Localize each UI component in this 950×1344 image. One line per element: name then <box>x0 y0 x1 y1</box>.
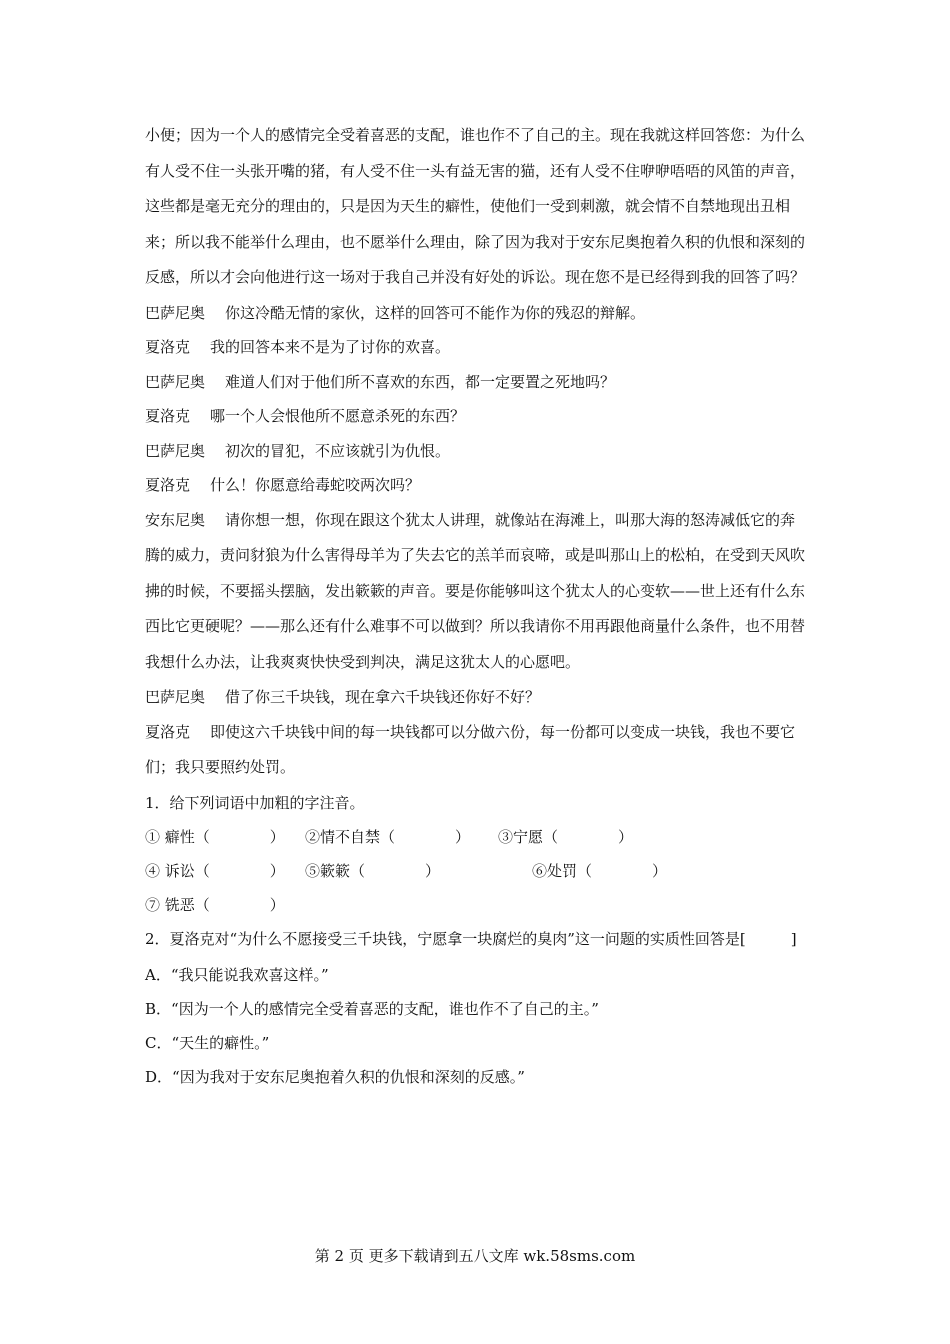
answer-option: A．“我只能说我欢喜这样。” <box>145 965 329 984</box>
pinyin-row <box>145 820 810 854</box>
dialogue-text: 你这冷酷无情的家伙，这样的回答可不能作为你的残忍的辩解。 <box>225 303 646 322</box>
dialogue-line <box>145 399 810 434</box>
speaker-name: 巴萨尼奥 <box>145 303 206 322</box>
page-content <box>145 118 810 1095</box>
dialogue-text: 借了你三千块钱，现在拿六千块钱还你好不好？ <box>225 688 541 706</box>
speaker-name: 夏洛克 <box>145 407 191 425</box>
dialogue-text: 难道人们对于他们所不喜欢的东西，都一定要置之死地吗？ <box>225 372 616 391</box>
dialogue-text: 哪一个人会恨他所不愿意杀死的东西？ <box>210 407 466 425</box>
dialogue-line <box>145 503 810 681</box>
speaker-name: 夏洛克 <box>145 476 191 494</box>
dialogue-line <box>145 330 810 365</box>
dialogue-line <box>145 468 810 503</box>
question-2-stem: 2．夏洛克对“为什么不愿接受三千块钱，宁愿拿一块腐烂的臭肉”这一问题的实质性回答是[ ] <box>145 930 797 948</box>
pinyin-row <box>145 888 810 922</box>
pinyin-item: ③宁愿（ ） <box>498 828 634 846</box>
speaker-name: 巴萨尼奥 <box>145 441 206 460</box>
dialogue-line <box>145 365 810 400</box>
pinyin-item: ① 癖性（ ） <box>145 828 285 846</box>
pinyin-item: ⑤簌簌（ ） <box>305 862 441 880</box>
dialogue-text: 请你想一想，你现在跟这个犹太人讲理，就像站在海滩上，叫那大海的怒涛减低它的奔腾的威力，责问豺狼为什么害得母羊为了失去它的羔羊而哀啼，或是叫那山上的松柏，在受到天风吹拂的时候，不要摇头摆脑，发出簌簌的声音。要是你能够叫这个犹太人的心变软——世上还有什么东西比它更硬呢？——那么还有什么难事不可以做到？所以我请你不用再跟他商量什么条件，也不用替我想什么办法，让我爽爽快快受到判决，满足这犹太人的心愿吧。 <box>145 510 806 671</box>
dialogue-line <box>145 715 810 786</box>
answer-option: C．“天生的癖性。” <box>145 1034 270 1053</box>
answer-option: D．“因为我对于安东尼奥抱着久积的仇恨和深刻的反感。” <box>145 1068 525 1087</box>
speaker-name: 安东尼奥 <box>145 510 206 529</box>
dialogue-line <box>145 434 810 469</box>
pinyin-item: ⑥处罚（ ） <box>532 862 668 880</box>
pinyin-item: ②情不自禁（ ） <box>305 828 471 846</box>
pinyin-item: ④ 诉讼（ ） <box>145 862 285 880</box>
pinyin-item: ⑦ 铣恶（ ） <box>145 896 285 914</box>
dialogue-line <box>145 296 810 331</box>
dialogue-text: 什么！你愿意给毒蛇咬两次吗？ <box>210 476 421 494</box>
dialogue-text: 我的回答本来不是为了讨你的欢喜。 <box>210 338 451 356</box>
speaker-name: 夏洛克 <box>145 722 191 741</box>
pinyin-row <box>145 854 810 888</box>
answer-option: B．“因为一个人的感情完全受着喜恶的支配，谁也作不了自己的主。” <box>145 999 599 1018</box>
question-1-stem: 1．给下列词语中加粗的字注音。 <box>145 793 365 812</box>
dialogue-text: 即使这六千块钱中间的每一块钱都可以分做六份，每一份都可以变成一块钱，我也不要它们；我只要照约处罚。 <box>145 722 796 776</box>
speaker-name: 巴萨尼奥 <box>145 372 206 391</box>
speaker-name: 夏洛克 <box>145 338 191 356</box>
passage-paragraph: 小便；因为一个人的感情完全受着喜恶的支配，谁也作不了自己的主。现在我就这样回答您：为什么有人受不住一头张开嘴的猪，有人受不住一头有益无害的猫，还有人受不住咿咿唔唔的风笛的声音，这些都是毫无充分的理由的，只是因为天生的癖性，使他们一受到刺激，就会情不自禁地现出丑相来；所以我不能举什么理由，也不愿举什么理由，除了因为我对于安东尼奥抱着久积的仇恨和深刻的反感，所以才会向他进行这一场对于我自己并没有好处的诉讼。现在您不是已经得到我的回答了吗？ <box>145 126 806 286</box>
speaker-name: 巴萨尼奥 <box>145 688 206 706</box>
page-footer: 第 2 页 更多下载请到五八文库 wk.58sms.com <box>314 1247 636 1265</box>
dialogue-text: 初次的冒犯，不应该就引为仇恨。 <box>225 441 451 460</box>
dialogue-line <box>145 680 810 715</box>
